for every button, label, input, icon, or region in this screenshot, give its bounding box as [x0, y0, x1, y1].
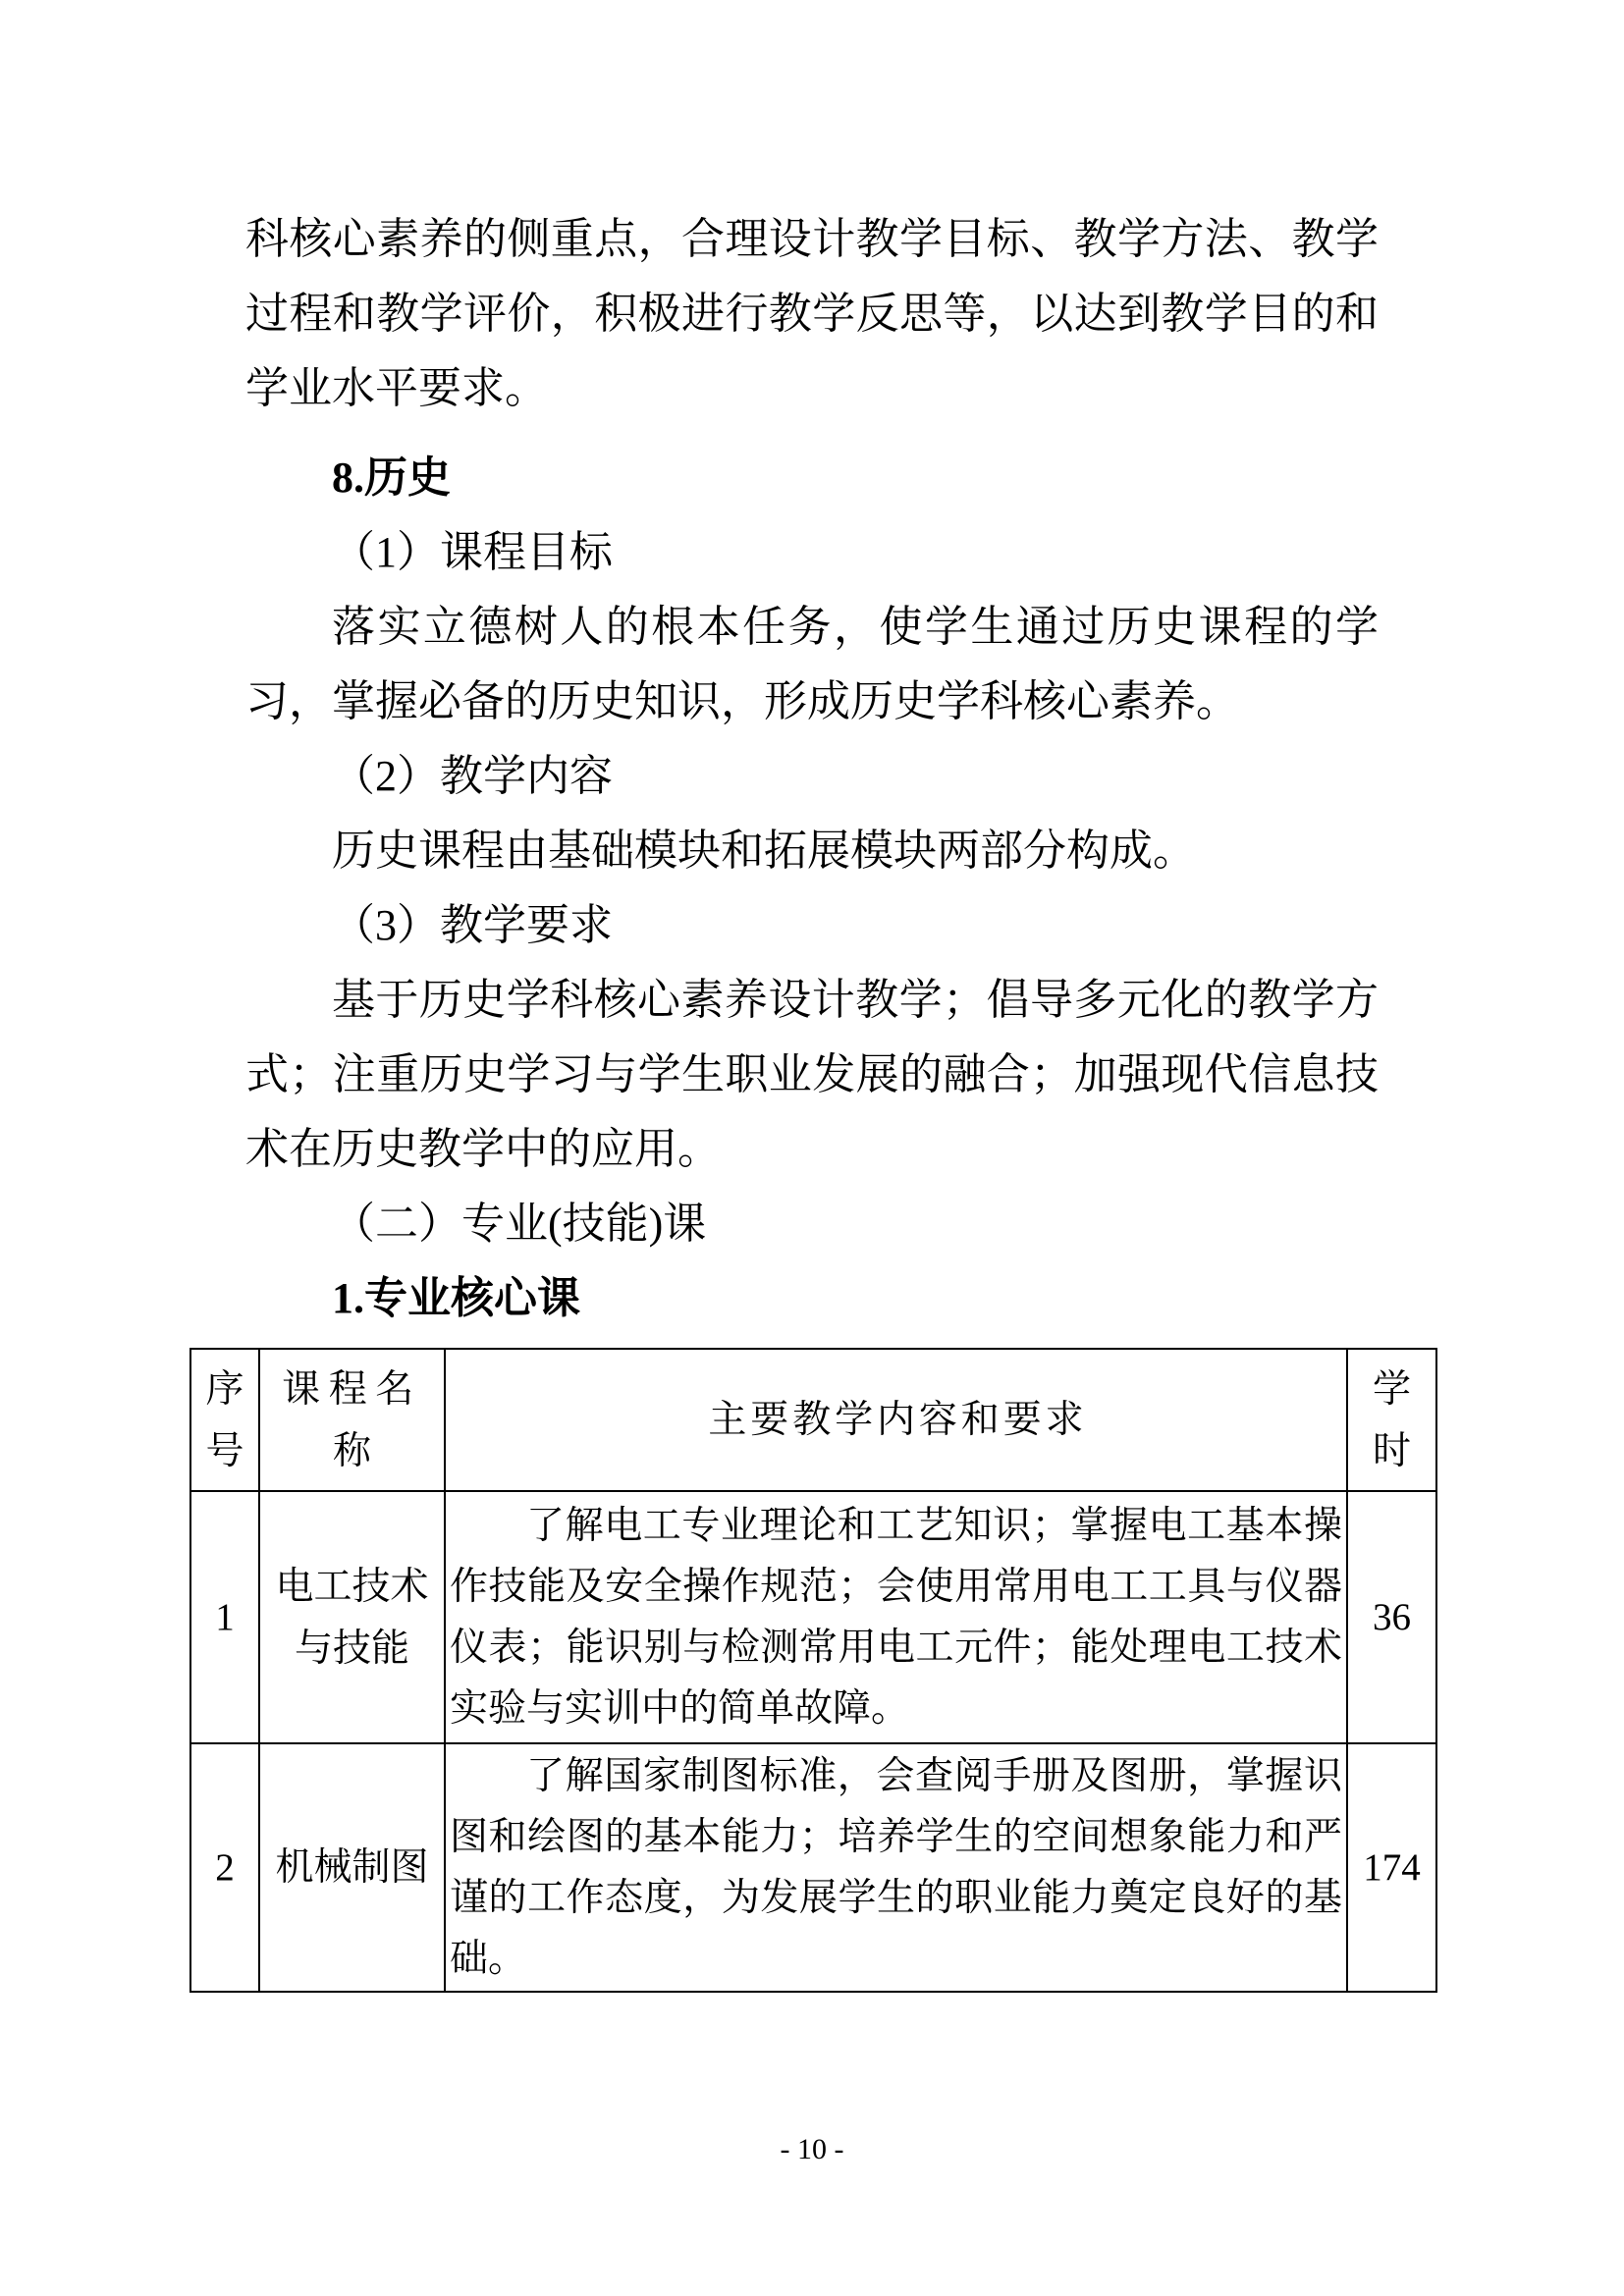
core-course-table — [189, 1348, 1437, 1993]
table-header-row — [190, 1349, 1436, 1491]
header-cell-no: 序号 — [190, 1349, 259, 1491]
cell-main-content: 了解电工专业理论和工艺知识；掌握电工基本操作技能及安全操作规范；会使用常用电工工具与仪器仪表；能识别与检测常用电工元件；能处理电工技术实验与实训中的简单故障。 — [445, 1491, 1347, 1743]
document-body — [245, 202, 1379, 1336]
cell-hours: 36 — [1347, 1491, 1436, 1743]
heading-professional-skill-course: （二）专业(技能)课 — [332, 1200, 707, 1248]
cell-main-content: 了解国家制图标准，会查阅手册及图册，掌握识图和绘图的基本能力；培养学生的空间想象能力和严谨的工作态度，为发展学生的职业能力奠定良好的基础。 — [445, 1743, 1347, 1992]
page-number: - 10 - — [780, 2133, 844, 2165]
cell-no: 1 — [190, 1491, 259, 1743]
heading-core-course: 1.专业核心课 — [332, 1274, 580, 1322]
paragraph-teaching-requirement-label: （3）教学要求 — [332, 901, 613, 949]
paragraph-course-objective-text: 落实立德树人的根本任务，使学生通过历史课程的学习，掌握必备的历史知识，形成历史学科核心素养。 — [245, 603, 1379, 725]
heading-history: 8.历史 — [332, 454, 451, 502]
cell-hours: 174 — [1347, 1743, 1436, 1992]
paragraph-course-objective-label: （1）课程目标 — [332, 528, 613, 576]
paragraph-teaching-goals-continued: 科核心素养的侧重点，合理设计教学目标、教学方法、教学过程和教学评价，积极进行教学反思等，以达到教学目的和学业水平要求。 — [245, 215, 1379, 412]
paragraph-teaching-content-label: （2）教学内容 — [332, 752, 613, 800]
header-cell-content: 主要教学内容和要求 — [445, 1349, 1347, 1491]
paragraph-teaching-content-text: 历史课程由基础模块和拓展模块两部分构成。 — [332, 827, 1196, 875]
table-row — [190, 1743, 1436, 1992]
header-cell-course: 课程名称 — [259, 1349, 445, 1491]
paragraph-teaching-requirement-text: 基于历史学科核心素养设计教学；倡导多元化的教学方式；注重历史学习与学生职业发展的融合；加强现代信息技术在历史教学中的应用。 — [245, 976, 1379, 1173]
header-cell-hours: 学时 — [1347, 1349, 1436, 1491]
cell-no: 2 — [190, 1743, 259, 1992]
table-row — [190, 1491, 1436, 1743]
cell-course-name: 机械制图 — [259, 1743, 445, 1992]
cell-course-name: 电工技术与技能 — [259, 1491, 445, 1743]
